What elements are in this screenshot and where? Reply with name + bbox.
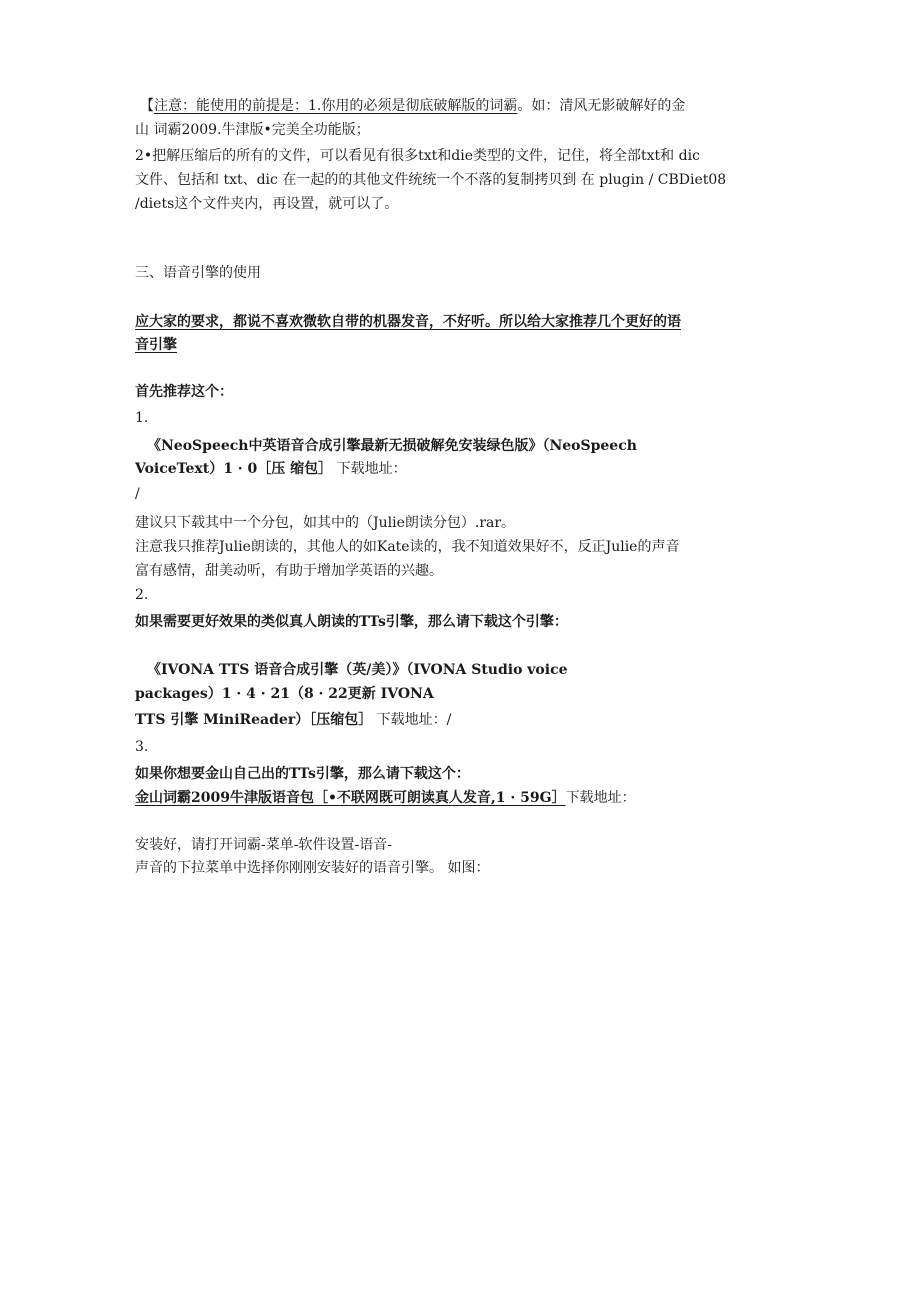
item-1-title-bold: VoiceText）1 · 0［压 缩包］: [135, 461, 333, 477]
note-line-5: /diets这个文件夹内，再设置，就可以了。: [135, 196, 399, 212]
section-intro-line-1: 应大家的要求，都说不喜欢微软自带的机器发音，不好听。所以给大家推荐几个更好的语: [135, 314, 681, 330]
note-line-4: 文件、包括和 txt、dic 在一起的的其他文件统统一个不落的复制拷贝到 在 plugin / CBDiet08: [135, 172, 727, 188]
item-3-title-line: [135, 788, 636, 808]
setup-line-2: 声音的下拉菜单中选择你刚刚安装好的语音引擎。 如图：: [135, 860, 490, 876]
item-1-download-link[interactable]: /: [135, 486, 140, 502]
item-2-title-line-2: packages）1 · 4 · 21（8 · 22更新 IVONA: [135, 686, 434, 702]
note-line-1: [140, 96, 685, 116]
item-2-title-bold: TTS 引擎 MiniReader）［压缩包］: [135, 712, 373, 728]
note-line-1-rest: 。如：清风无影破解好的金: [517, 98, 686, 114]
item-2-title-line-3: [135, 710, 451, 730]
note-underlined-text: 注意：能使用的前提是：1.你用的必须是彻底破解版的词霸: [154, 98, 518, 114]
note-line-2: 山 词霸2009.牛津版•完美全功能版；: [135, 122, 370, 138]
item-3-intro: 如果你想要金山自己出的TTs引擎，那么请下载这个：: [135, 766, 470, 782]
item-2-title-line-1: 《IVONA TTS 语音合成引擎（英/美）》（IVONA Studio voice: [147, 662, 568, 678]
item-1-title-line-1: 《NeoSpeech中英语音合成引擎最新无损破解免安装绿色版》（NeoSpeech: [147, 438, 637, 454]
recommend-intro: 首先推荐这个：: [135, 384, 233, 400]
item-2-download-label[interactable]: 下载地址：/: [376, 712, 452, 728]
section-heading: 三、语音引擎的使用: [135, 265, 261, 281]
section-intro-line-2: 音引擎: [135, 337, 177, 353]
item-3-title-link[interactable]: 金山词霸2009牛津版语音包［•不联网既可朗读真人发音,1 · 59G］: [135, 790, 566, 806]
item-1-advice-line-2: 注意我只推荐Julie朗读的，其他人的如Kate读的，我不知道效果好不，反正Julie的声音: [135, 539, 680, 555]
item-3-download-label: 下载地址：: [565, 790, 636, 806]
item-2-number: 2.: [135, 587, 149, 603]
item-2-intro: 如果需要更好效果的类似真人朗读的TTs引擎，那么请下载这个引擎：: [135, 614, 568, 630]
item-1-advice-line-1: 建议只下载其中一个分包，如其中的（Julie朗读分包）.rar。: [135, 515, 516, 531]
item-3-number: 3.: [135, 739, 149, 755]
item-1-advice-line-3: 富有感情，甜美动听，有助于增加学英语的兴趣。: [135, 563, 443, 579]
setup-line-1: 安装好，请打开词霸-菜单-软件设置-语音-: [135, 837, 392, 853]
item-1-number: 1.: [135, 410, 149, 426]
item-1-title-line-2: [135, 459, 407, 479]
note-line-3: 2•把解压缩后的所有的文件，可以看见有很多txt和die类型的文件，记住，将全部txt和 dic: [135, 148, 700, 164]
item-1-download-label: 下载地址：: [336, 461, 407, 477]
note-bracket: 【: [140, 98, 154, 114]
